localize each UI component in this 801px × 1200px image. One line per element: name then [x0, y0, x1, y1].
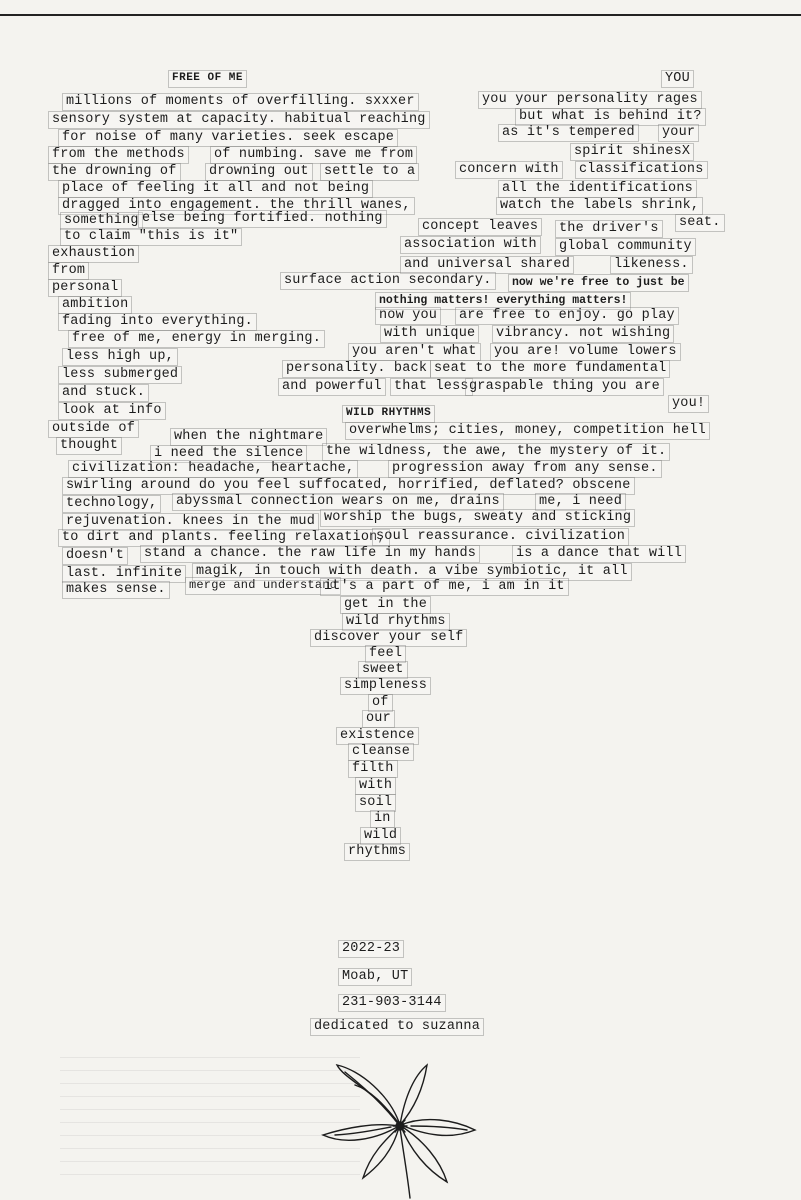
- right-line: and universal shared: [400, 256, 574, 274]
- right-line: concern with: [455, 161, 563, 179]
- right-line: are free to enjoy. go play: [455, 307, 679, 325]
- right-line: as it's tempered: [498, 124, 639, 142]
- right-line: the driver's: [555, 220, 663, 238]
- column-word: feel: [365, 645, 406, 663]
- left-line: from: [48, 262, 89, 280]
- footer-phone: 231-903-3144: [338, 994, 446, 1012]
- left-line: less submerged: [58, 366, 182, 384]
- right-line: personality. back: [282, 360, 431, 378]
- right-line: seat to the more fundamental: [430, 360, 670, 378]
- right-line: concept leaves: [418, 218, 542, 236]
- left-line: drowning out: [205, 163, 313, 181]
- right-line: that less: [390, 378, 473, 396]
- footer-dedication: dedicated to suzanna: [310, 1018, 484, 1036]
- column-word: filth: [348, 760, 398, 778]
- footer-place: Moab, UT: [338, 968, 412, 986]
- right-line: surface action secondary.: [280, 272, 496, 290]
- right-line: watch the labels shrink,: [496, 197, 703, 215]
- wild-line: last. infinite: [62, 565, 186, 583]
- right-title: YOU: [661, 70, 694, 88]
- wild-line: abyssmal connection wears on me, drains: [172, 493, 504, 511]
- right-line: likeness.: [610, 256, 693, 274]
- column-word: of: [368, 694, 393, 712]
- left-line: ambition: [58, 296, 132, 314]
- left-line: outside of: [48, 420, 139, 438]
- left-line: look at info: [58, 402, 166, 420]
- wild-line: soul reassurance. civilization: [372, 528, 629, 546]
- left-line: place of feeling it all and not being: [58, 180, 373, 198]
- left-line: exhaustion: [48, 245, 139, 263]
- right-line: now you: [375, 307, 441, 325]
- left-title: FREE OF ME: [168, 70, 247, 88]
- wild-line: progression away from any sense.: [388, 460, 662, 478]
- wild-line: to dirt and plants. feeling relaxation,: [58, 529, 390, 547]
- wild-line: when the nightmare: [170, 428, 327, 446]
- wild-line: merge and understand: [185, 577, 341, 595]
- center-title: WILD RHYTHMS: [342, 405, 435, 423]
- left-line: less high up,: [62, 348, 178, 366]
- wild-line: civilization: headache, heartache,: [68, 460, 358, 478]
- left-line: for noise of many varieties. seek escape: [58, 129, 398, 147]
- right-line: nothing matters! everything matters!: [375, 292, 631, 310]
- wild-line: i need the silence: [150, 445, 307, 463]
- wild-line: worship the bugs, sweaty and sticking: [320, 509, 635, 527]
- right-line: you!: [668, 395, 709, 413]
- right-line: association with: [400, 236, 541, 254]
- wild-line: overwhelms; cities, money, competition hell: [345, 422, 710, 440]
- wild-line: technology,: [62, 495, 161, 513]
- right-line: your: [658, 124, 699, 142]
- left-line: personal: [48, 279, 122, 297]
- wild-line: the wildness, the awe, the mystery of it.: [322, 443, 670, 461]
- column-word: with: [355, 777, 396, 795]
- right-line: classifications: [575, 161, 708, 179]
- left-line: to claim "this is it": [60, 228, 242, 246]
- column-word: rhythms: [344, 843, 410, 861]
- wild-line: swirling around do you feel suffocated, horrified, deflated? obscene: [62, 477, 635, 495]
- left-line: else being fortified. nothing: [138, 210, 387, 228]
- left-line: from the methods: [48, 146, 189, 164]
- right-line: and powerful: [278, 378, 386, 396]
- left-line: and stuck.: [58, 384, 149, 402]
- wild-line: me, i need: [535, 493, 626, 511]
- column-word: simpleness: [340, 677, 431, 695]
- right-line: you are! volume lowers: [490, 343, 681, 361]
- wild-line: it's a part of me, i am in it: [320, 578, 569, 596]
- left-line: fading into everything.: [58, 313, 257, 331]
- column-word: wild: [360, 827, 401, 845]
- right-line: you your personality rages: [478, 91, 702, 109]
- right-line: you aren't what: [348, 343, 481, 361]
- column-word: sweet: [358, 661, 408, 679]
- footer-year: 2022-23: [338, 940, 404, 958]
- right-line: spirit shinesX: [570, 143, 694, 161]
- left-line: sensory system at capacity. habitual reaching: [48, 111, 430, 129]
- column-word: discover your self: [310, 629, 467, 647]
- top-edge-line: [0, 14, 801, 16]
- wild-line: makes sense.: [62, 581, 170, 599]
- wild-line: rejuvenation. knees in the mud: [62, 513, 319, 531]
- wild-line: is a dance that will: [512, 545, 686, 563]
- right-line: all the identifications: [498, 180, 697, 198]
- column-word: existence: [336, 727, 419, 745]
- wild-line: magik, in touch with death. a vibe symbiotic, it all: [192, 563, 632, 581]
- column-word: in: [370, 810, 395, 828]
- right-line: vibrancy. not wishing: [492, 325, 674, 343]
- column-word: soil: [355, 794, 396, 812]
- left-line: free of me, energy in merging.: [68, 330, 325, 348]
- right-line: seat.: [675, 214, 725, 232]
- left-line: thought: [56, 437, 122, 455]
- right-line: now we're free to just be: [508, 274, 689, 292]
- left-line: the drowning of: [48, 163, 181, 181]
- right-line: but what is behind it?: [515, 108, 706, 126]
- left-line: dragged into engagement. the thrill wanes,: [58, 197, 415, 215]
- left-line: of numbing. save me from: [210, 146, 417, 164]
- column-word: our: [362, 710, 395, 728]
- column-word: cleanse: [348, 743, 414, 761]
- right-line: graspable thing you are: [465, 378, 664, 396]
- column-word: get in the: [340, 596, 431, 614]
- left-line: settle to a: [320, 163, 419, 181]
- wild-line: doesn't: [62, 547, 128, 565]
- flower-illustration: [315, 1060, 490, 1200]
- right-line: with unique: [380, 325, 479, 343]
- right-line: global community: [555, 238, 696, 256]
- column-word: wild rhythms: [342, 613, 450, 631]
- left-line: something: [60, 212, 143, 230]
- left-line: millions of moments of overfilling. sxxxer: [62, 93, 419, 111]
- wild-line: stand a chance. the raw life in my hands: [140, 545, 480, 563]
